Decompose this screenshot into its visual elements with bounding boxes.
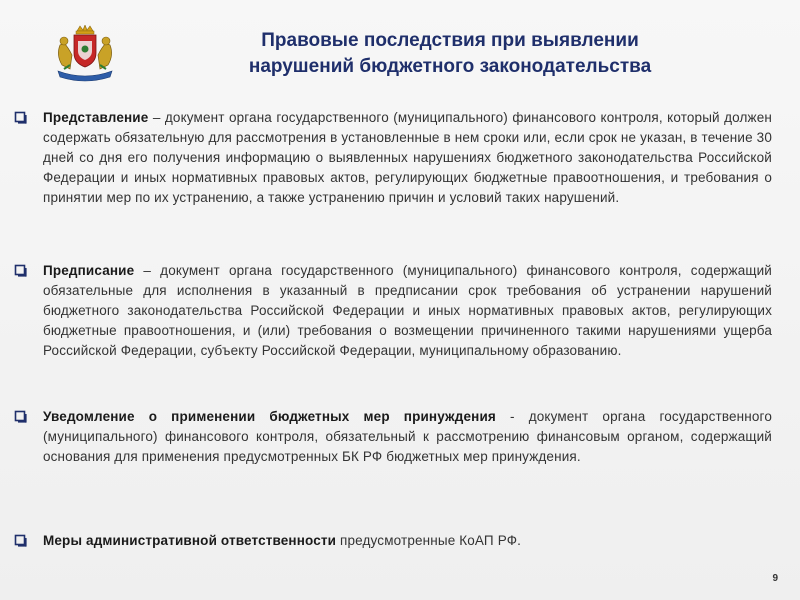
list-item-predpisanie [14, 261, 774, 361]
hollow-square-bullet-icon [14, 264, 27, 277]
list-item-text [43, 108, 772, 208]
list-item-predstavlenie [14, 108, 774, 208]
list-item-text [43, 531, 772, 551]
list-item-term: Уведомление о применении бюджетных мер принуждения [43, 409, 496, 424]
page-title [150, 28, 750, 80]
list-item-mery [14, 531, 774, 551]
hollow-square-bullet-icon [14, 111, 27, 124]
list-item-term: Предписание [43, 263, 135, 278]
list-item-term: Меры административной ответственности [43, 533, 337, 548]
list-item-description: - документ органа государственного (муниципального) финансового контроля, обязательный к рассмотрению финансовым органом, содержащий основания для применения предусмотренных БК РФ бюджетных мер принуждения. [43, 409, 772, 464]
list-item-text [43, 261, 772, 361]
list-item-text [43, 407, 772, 467]
hollow-square-bullet-icon [14, 534, 27, 547]
list-item-description: – документ органа государственного (муниципального) финансового контроля, содержащий обязательные для исполнения в указанный в предписании срок требования об устранении нарушений бюджетного законодательства Российской Федерации и иных нормативных правовых актов, регулирующих бюджетные правоотношения, и (или) требования о возмещении причиненного такими нарушениями ущерба Российской Федерации, субъекту Российской Федерации, муниципальному образованию. [43, 263, 772, 358]
page-number: 9 [772, 573, 778, 584]
list-item-description: – документ органа государственного (муниципального) финансового контроля, который должен содержать обязательную для рассмотрения в установленные в нем сроки или, если срок не указан, в течение 30 дней со дня его получения информацию о выявленных нарушениях бюджетного законодательства Российской Федерации и иных нормативных правовых актов, регулирующих бюджетные правоотношения, и требования о принятии мер по их устранению, а также устранению причин и условий таких нарушений. [43, 110, 772, 205]
title-line-1: Правовые последствия при выявлении [261, 30, 639, 51]
list-item-description: предусмотренные КоАП РФ. [336, 533, 522, 548]
title-line-2: нарушений бюджетного законодательства [248, 56, 652, 77]
coat-of-arms-icon [50, 25, 120, 83]
list-item-uvedomlenie [14, 407, 774, 467]
hollow-square-bullet-icon [14, 410, 27, 423]
list-item-term: Представление [43, 110, 149, 125]
